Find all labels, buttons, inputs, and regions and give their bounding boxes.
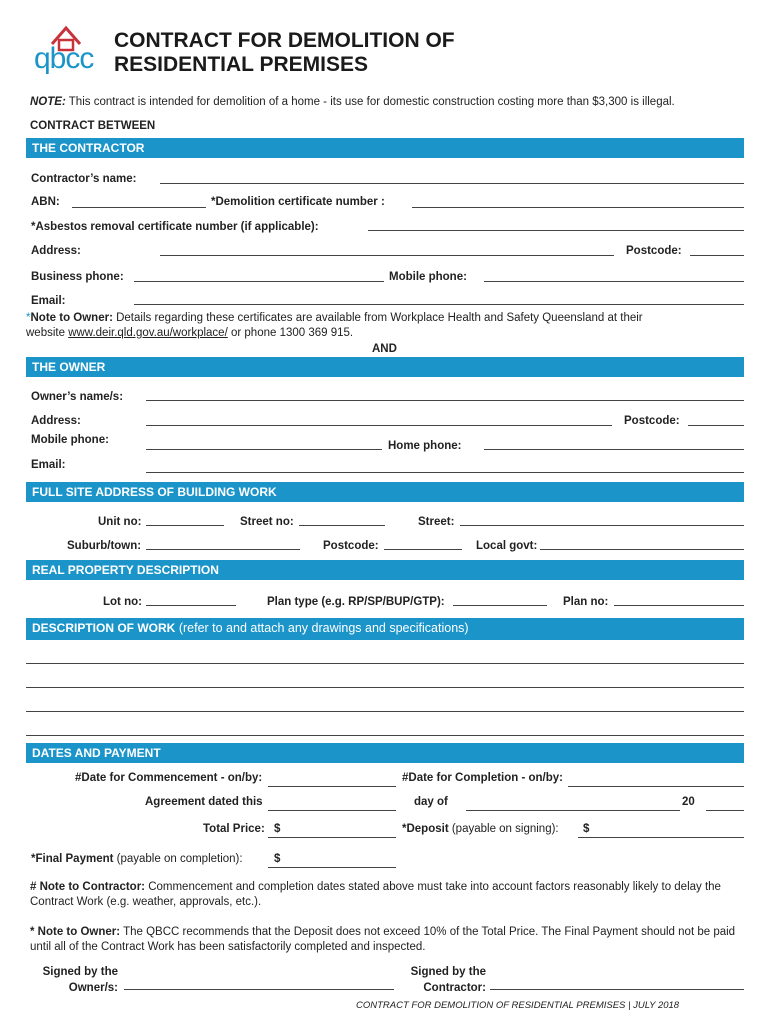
- title-line-1: CONTRACT FOR DEMOLITION OF: [114, 29, 455, 52]
- abn-label: ABN:: [31, 196, 60, 208]
- contractor-section-header: THE CONTRACTOR: [26, 138, 744, 158]
- intro-note-prefix: NOTE:: [30, 96, 66, 108]
- contractor-mobile-field[interactable]: [484, 281, 744, 282]
- contractor-email-label: Email:: [31, 295, 66, 307]
- demolition-cert-field[interactable]: [412, 207, 744, 208]
- commencement-field[interactable]: [268, 786, 396, 787]
- year-prefix: 20: [682, 796, 695, 808]
- contractor-postcode-label: Postcode:: [626, 245, 682, 257]
- owner-email-field[interactable]: [146, 472, 744, 473]
- work-description-line[interactable]: [26, 711, 744, 712]
- page-footer: CONTRACT FOR DEMOLITION OF RESIDENTIAL PREMISES | JULY 2018: [356, 1000, 680, 1011]
- owner-address-label: Address:: [31, 415, 81, 427]
- intro-note: [30, 95, 675, 110]
- owner-email-label: Email:: [31, 459, 66, 471]
- title-line-2: RESIDENTIAL PREMISES: [114, 53, 368, 76]
- completion-label: #Date for Completion - on/by:: [402, 772, 563, 784]
- contractor-signature-label: [406, 964, 486, 996]
- abn-field[interactable]: [72, 207, 206, 208]
- deposit-label-text: *Deposit: [402, 823, 449, 835]
- owner-home-phone-label: Home phone:: [388, 440, 462, 452]
- suburb-label: Suburb/town:: [67, 540, 142, 552]
- lot-no-field[interactable]: [146, 605, 236, 606]
- and-label: AND: [372, 343, 397, 355]
- note-to-contractor: [30, 880, 744, 910]
- work-description-line[interactable]: [26, 735, 744, 736]
- note-text-1: Details regarding these certificates are available from Workplace Health and Safety Queensland at their: [112, 312, 643, 324]
- logo-text: qbcc: [34, 42, 94, 75]
- street-field[interactable]: [460, 525, 744, 526]
- street-no-field[interactable]: [299, 525, 385, 526]
- lot-no-label: Lot no:: [103, 596, 142, 608]
- owner-sig-line1: Signed by the: [42, 966, 118, 978]
- agreement-day-field[interactable]: [268, 810, 396, 811]
- site-postcode-label: Postcode:: [323, 540, 379, 552]
- property-section-header: REAL PROPERTY DESCRIPTION: [26, 560, 744, 580]
- workplace-link[interactable]: www.deir.qld.gov.au/workplace/: [68, 327, 228, 339]
- note-star: *: [26, 312, 31, 324]
- total-price-label: Total Price:: [203, 823, 265, 835]
- owner-section-header: THE OWNER: [26, 357, 744, 377]
- note-prefix: Note to Owner:: [30, 312, 113, 324]
- work-heading-note: (refer to and attach any drawings and specifications): [175, 621, 469, 635]
- plan-type-label: Plan type (e.g. RP/SP/BUP/GTP):: [267, 596, 445, 608]
- deposit-label: [402, 823, 559, 835]
- note-to-owner-text: The QBCC recommends that the Deposit does not exceed 10% of the Total Price. The Final Payment should not be paid until all of the Contract Work has been satisfactorily completed and inspected.: [30, 926, 736, 953]
- owner-mobile-field[interactable]: [146, 449, 382, 450]
- page-title: [114, 29, 455, 77]
- contractor-mobile-label: Mobile phone:: [389, 271, 467, 283]
- plan-type-field[interactable]: [453, 605, 547, 606]
- final-payment-label: [31, 853, 243, 865]
- agreement-month-field[interactable]: [466, 810, 680, 811]
- demolition-cert-label: *Demolition certificate number :: [211, 196, 385, 208]
- agreement-year-field[interactable]: [706, 810, 744, 811]
- site-postcode-field[interactable]: [384, 549, 462, 550]
- owner-mobile-label: Mobile phone:: [31, 434, 109, 446]
- deposit-field[interactable]: [578, 837, 744, 838]
- contractor-address-field[interactable]: [160, 255, 614, 256]
- business-phone-label: Business phone:: [31, 271, 124, 283]
- owner-names-label: Owner’s name/s:: [31, 391, 124, 403]
- total-price-dollar: $: [274, 823, 281, 835]
- local-govt-field[interactable]: [540, 549, 744, 550]
- site-section-header: FULL SITE ADDRESS OF BUILDING WORK: [26, 482, 744, 502]
- suburb-field[interactable]: [146, 549, 300, 550]
- note-to-contractor-text: Commencement and completion dates stated above must take into account factors reasonably likely to delay the Contract Work (e.g. weather, approvals, etc.).: [30, 881, 721, 908]
- completion-field[interactable]: [568, 786, 744, 787]
- contractor-name-field[interactable]: [160, 183, 744, 184]
- owner-signature-label: [42, 964, 118, 996]
- final-payment-field[interactable]: [268, 867, 396, 868]
- note-to-owner: [30, 925, 744, 955]
- asbestos-cert-field[interactable]: [368, 230, 744, 231]
- owner-signature-field[interactable]: [124, 989, 394, 990]
- total-price-field[interactable]: [268, 837, 396, 838]
- owner-postcode-label: Postcode:: [624, 415, 680, 427]
- final-payment-label-text: *Final Payment: [31, 853, 114, 865]
- contractor-sig-line1: Signed by the: [410, 966, 486, 978]
- owner-names-field[interactable]: [146, 400, 744, 401]
- street-no-label: Street no:: [240, 516, 294, 528]
- day-of-label: day of: [414, 796, 448, 808]
- agreement-dated-label: Agreement dated this: [145, 796, 263, 808]
- note-to-contractor-prefix: # Note to Contractor:: [30, 881, 145, 893]
- dates-section-header: DATES AND PAYMENT: [26, 743, 744, 763]
- contractor-address-label: Address:: [31, 245, 81, 257]
- commencement-label: #Date for Commencement - on/by:: [75, 772, 263, 784]
- contractor-sig-line2: Contractor:: [423, 982, 486, 994]
- contractor-owner-note: [26, 311, 746, 341]
- unit-no-label: Unit no:: [98, 516, 142, 528]
- note-text-2b: or phone 1300 369 915.: [227, 327, 354, 339]
- contract-between-label: CONTRACT BETWEEN: [30, 120, 156, 132]
- owner-home-phone-field[interactable]: [484, 449, 744, 450]
- contractor-signature-field[interactable]: [490, 989, 744, 990]
- work-section-header: [26, 618, 744, 640]
- owner-sig-line2: Owner/s:: [68, 982, 118, 994]
- work-heading: DESCRIPTION OF WORK: [32, 621, 176, 635]
- street-label: Street:: [418, 516, 455, 528]
- note-to-owner-prefix: * Note to Owner:: [30, 926, 121, 938]
- work-description-line[interactable]: [26, 663, 744, 664]
- contractor-name-label: Contractor’s name:: [31, 173, 137, 185]
- owner-postcode-field[interactable]: [688, 425, 744, 426]
- business-phone-field[interactable]: [134, 281, 384, 282]
- contractor-email-field[interactable]: [134, 304, 744, 305]
- unit-no-field[interactable]: [146, 525, 224, 526]
- owner-address-field[interactable]: [146, 425, 612, 426]
- qbcc-logo: [30, 22, 108, 80]
- intro-note-text: This contract is intended for demolition of a home - its use for domestic construction costing more than $3,300 is illegal.: [65, 96, 675, 108]
- plan-no-label: Plan no:: [563, 596, 609, 608]
- asbestos-cert-label: *Asbestos removal certificate number (if applicable):: [31, 221, 319, 233]
- deposit-dollar: $: [583, 823, 590, 835]
- local-govt-label: Local govt:: [476, 540, 538, 552]
- deposit-note: (payable on signing):: [448, 823, 559, 835]
- final-payment-note: (payable on completion):: [113, 853, 243, 865]
- note-text-2a: website: [26, 327, 69, 339]
- work-description-line[interactable]: [26, 687, 744, 688]
- plan-no-field[interactable]: [614, 605, 744, 606]
- contractor-postcode-field[interactable]: [690, 255, 744, 256]
- final-payment-dollar: $: [274, 853, 281, 865]
